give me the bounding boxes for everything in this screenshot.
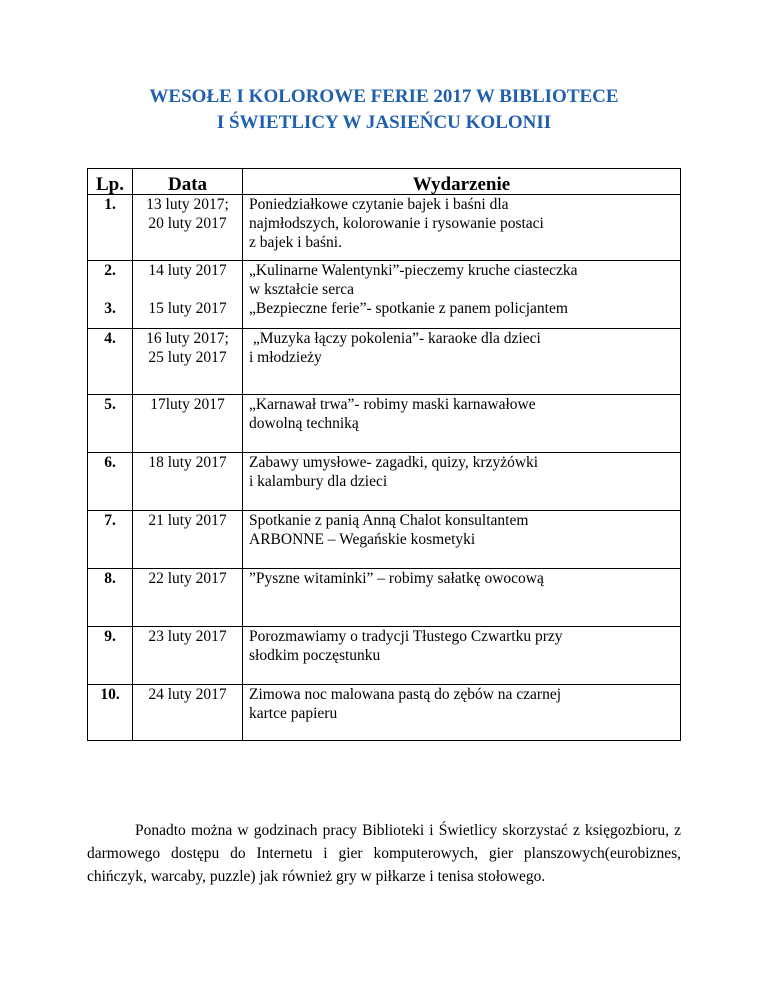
table-row — [88, 685, 681, 741]
row-event: Porozmawiamy o tradycji Tłustego Czwartku przy słodkim poczęstunku — [243, 627, 681, 685]
table-row — [88, 511, 681, 569]
table-row — [88, 329, 681, 395]
row-event: Zimowa noc malowana pastą do zębów na czarnej kartce papieru — [243, 685, 681, 741]
row-date: 16 luty 2017; 25 luty 2017 — [133, 329, 243, 395]
row-event: „Muzyka łączy pokolenia”- karaoke dla dzieci i młodzieży — [243, 329, 681, 395]
row-event: „Kulinarne Walentynki”-pieczemy kruche ciasteczka w kształcie serca „Bezpieczne ferie”- spotkanie z panem policjantem — [243, 261, 681, 329]
row-date: 22 luty 2017 — [133, 569, 243, 627]
table-row — [88, 569, 681, 627]
row-number: 9. — [88, 627, 133, 685]
row-date: 23 luty 2017 — [133, 627, 243, 685]
row-number: 4. — [88, 329, 133, 395]
row-date: 24 luty 2017 — [133, 685, 243, 741]
table-header-row — [88, 169, 681, 195]
title-line-2: I ŚWIETLICY W JASIEŃCU KOLONII — [216, 112, 552, 133]
row-date: 13 luty 2017; 20 luty 2017 — [133, 195, 243, 261]
closing-paragraph: Ponadto można w godzinach pracy Biblioteki i Świetlicy skorzystać z księgozbioru, z darmowego dostępu do Internetu i gier komputerowych, gier planszowych(eurobiznes, chińczyk, warcaby, puzzle) jak również gry w piłkarze i tenisa stołowego. — [87, 821, 681, 885]
row-number: 7. — [88, 511, 133, 569]
header-date: Data — [133, 169, 243, 195]
row-event: ”Pyszne witaminki” – robimy sałatkę owocową — [243, 569, 681, 627]
row-date: 21 luty 2017 — [133, 511, 243, 569]
document-title — [0, 84, 768, 136]
row-number: 6. — [88, 453, 133, 511]
table-row — [88, 261, 681, 329]
row-event: Zabawy umysłowe- zagadki, quizy, krzyżówki i kalambury dla dzieci — [243, 453, 681, 511]
table-row — [88, 195, 681, 261]
header-lp: Lp. — [88, 169, 133, 195]
table-row — [88, 395, 681, 453]
row-number: 8. — [88, 569, 133, 627]
header-event: Wydarzenie — [243, 169, 681, 195]
row-number: 2. 3. — [88, 261, 133, 329]
title-line-1: WESOŁE I KOLOROWE FERIE 2017 W BIBLIOTECE — [149, 86, 619, 107]
table-row — [88, 627, 681, 685]
row-number: 1. — [88, 195, 133, 261]
row-number: 5. — [88, 395, 133, 453]
row-date: 18 luty 2017 — [133, 453, 243, 511]
row-event: Spotkanie z panią Anną Chalot konsultantem ARBONNE – Wegańskie kosmetyki — [243, 511, 681, 569]
table-row — [88, 453, 681, 511]
row-date: 14 luty 2017 15 luty 2017 — [133, 261, 243, 329]
row-number: 10. — [88, 685, 133, 741]
row-event: Poniedziałkowe czytanie bajek i baśni dla najmłodszych, kolorowanie i rysowanie postaci z bajek i baśni. — [243, 195, 681, 261]
row-event: „Karnawał trwa”- robimy maski karnawałowe dowolną techniką — [243, 395, 681, 453]
row-date: 17luty 2017 — [133, 395, 243, 453]
events-table — [87, 168, 681, 741]
